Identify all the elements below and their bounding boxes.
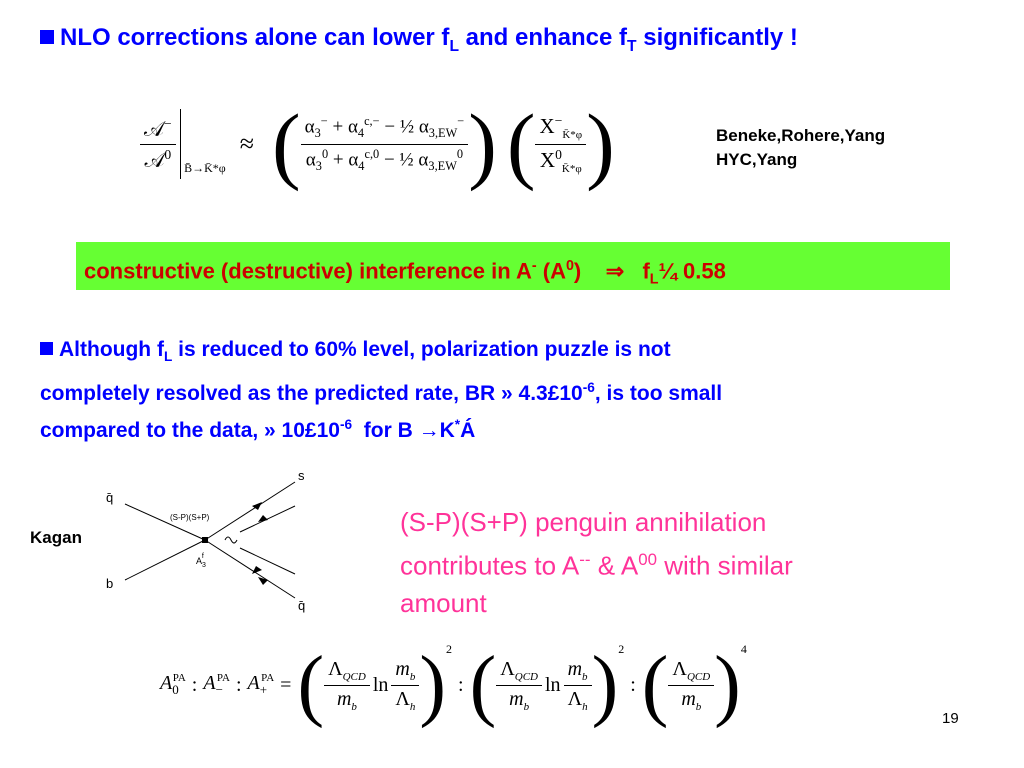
reference-line: HYC,Yang bbox=[716, 150, 798, 169]
slide-title: NLO corrections alone can lower $f_L$ and enhance $f_T$ significantly ! bbox=[40, 24, 798, 56]
process-subscript: B̄→K̄*φ bbox=[184, 161, 226, 175]
label-qbar-bottom: q̄ bbox=[298, 598, 306, 613]
label-A3: $A_3f$ bbox=[196, 553, 206, 569]
quark-line-qbar-lower bbox=[205, 540, 295, 598]
quark-line-s-lower bbox=[240, 506, 295, 532]
reference-line: Beneke,Rohere,Yang bbox=[716, 126, 886, 145]
quark-line-b bbox=[125, 540, 205, 580]
label-vertex: (S-P)(S+P) bbox=[170, 513, 210, 522]
label-b: b bbox=[106, 576, 114, 591]
amplitude-ratio-formula: $\frac{𝒜^-}{𝒜^0}$ B̄→K̄*φ ≈ ( $\frac{\alpha_3^- + \alpha_4^{c,-} - \frac{1}{2} \alpha_{3,EW}^-}{\alpha_3^0 + \alpha_4^{c,0} - \frac{1}{2} \alpha_{3,EW}^0}$ ) ( $\frac{X^-_{K̄*\varphi}}{X^0_{K̄*\varphi}}$ ) bbox=[140, 96, 615, 192]
annihilation-note: (S-P)(S+P) penguin annihilation contributes to A-- & $A^{00}$ with similar amount bbox=[400, 507, 793, 618]
interference-highlight-box: constructive (destructive) interference in A- $(A^0)$ ⇒ $f_L\frac{1}{4}$ 0.58 bbox=[76, 242, 950, 290]
arrow-icon bbox=[258, 577, 268, 585]
wilson-coefficient-fraction: $\frac{\alpha_3^- + \alpha_4^{c,-} - \frac{1}{2} \alpha_{3,EW}^-}{\alpha_3^0 + \alpha_4^{c,0} - \frac{1}{2} \alpha_{3,EW}^0}$ bbox=[301, 114, 469, 173]
label-qbar-top: q̄ bbox=[106, 490, 114, 505]
arrow-icon bbox=[252, 566, 262, 574]
quark-line-s-upper bbox=[205, 482, 295, 540]
approx-symbol: ≈ bbox=[239, 129, 254, 158]
label-s: s bbox=[298, 468, 305, 483]
gluon-wiggle bbox=[225, 537, 237, 543]
annihilation-ratio-formula: $A_0^{PA}$ : $A_-^{PA}$ : $A_+^{PA}$ = ( $\frac{\Lambda_{QCD}}{m_b}$ ln $\frac{m_b}{\Lambda_h}$ ) $^2$ : ( $\frac{\Lambda_{QCD}}{m_b}$ ln $\frac{m_b}{\Lambda_h}$ ) $^2$ : ( $\frac{\Lambda_{QCD}}{m_b}$ ) $^4$ bbox=[160, 640, 747, 729]
bullet-square-icon bbox=[40, 30, 54, 44]
kagan-label: Kagan bbox=[30, 528, 82, 547]
bullet-square-icon bbox=[40, 342, 53, 355]
quark-line-qbar-upper bbox=[240, 548, 295, 574]
amplitude-ratio-fraction: $\frac{𝒜^-}{𝒜^0}$ bbox=[140, 116, 176, 173]
page-number: 19 bbox=[942, 710, 959, 727]
arrow-icon bbox=[258, 515, 268, 522]
references bbox=[716, 124, 885, 172]
penguin-annihilation-diagram bbox=[100, 462, 330, 622]
quark-line-qbar-top bbox=[125, 504, 205, 540]
vertex-marker bbox=[202, 537, 208, 543]
polarization-paragraph: Although $f_L$ is reduced to 60% level, polarization puzzle is not completely resolved as the predicted rate, BR » $4.3£10^{-6}$, is too small compared to the data, » $10£10^{-6}$ for B →K*Á bbox=[40, 338, 723, 443]
x-factor-fraction: $\frac{X^-_{K̄*\varphi}}{X^0_{K̄*\varphi}}$ bbox=[535, 113, 586, 174]
